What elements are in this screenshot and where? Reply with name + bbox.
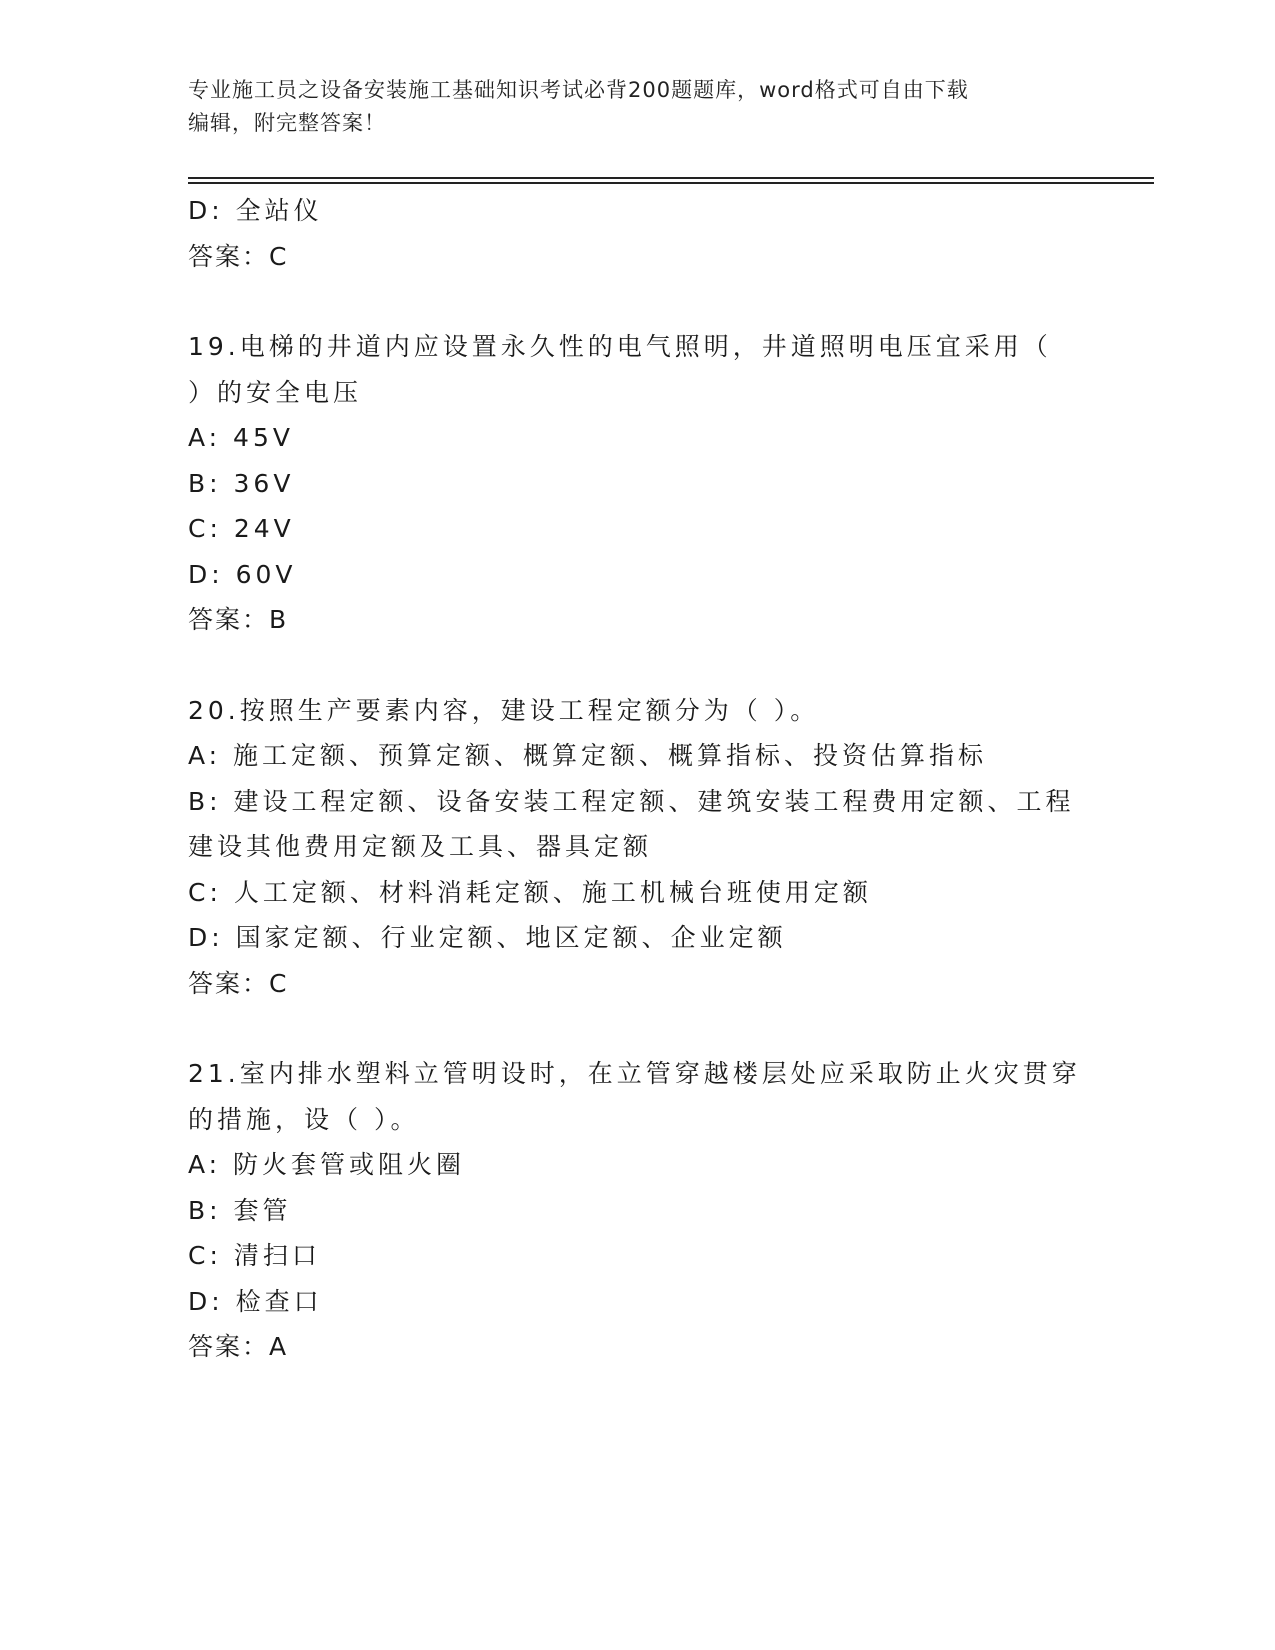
option-d: D: 国家定额、行业定额、地区定额、企业定额: [188, 923, 787, 952]
answer-line: 答案：C: [188, 968, 289, 998]
question-stem-cont: 的措施，设（ ）。: [188, 1104, 420, 1134]
option-d: D: 全站仪: [188, 196, 323, 225]
answer-line: 答案：C: [188, 241, 289, 271]
option-a: A: 防火套管或阻火圈: [188, 1150, 466, 1179]
option-b: B: 36V: [188, 468, 295, 498]
header-rule-top: [188, 177, 1154, 179]
question-19: [188, 324, 1088, 643]
question-stem: 21.室内排水塑料立管明设时，在立管穿越楼层处应采取防止火灾贯穿: [188, 1059, 1081, 1088]
question-stem: 19.电梯的井道内应设置永久性的电气照明，井道照明电压宜采用（: [188, 332, 1052, 361]
answer-line: 答案：B: [188, 605, 289, 634]
option-b-cont: 建设其他费用定额及工具、器具定额: [188, 832, 653, 861]
question-20: [188, 688, 1088, 1007]
option-c: C: 清扫口: [188, 1241, 321, 1270]
option-a: A: 45V: [188, 423, 294, 452]
question-content: [188, 188, 1088, 1370]
option-d: D: 60V: [188, 559, 297, 589]
page-header: [188, 74, 1068, 140]
option-c: C: 人工定额、材料消耗定额、施工机械台班使用定额: [188, 877, 872, 907]
question-stem-cont: ）的安全电压: [188, 377, 363, 407]
question-21: [188, 1051, 1088, 1370]
option-a: A: 施工定额、预算定额、概算定额、概算指标、投资估算指标: [188, 741, 988, 770]
option-d: D: 检查口: [188, 1286, 323, 1316]
header-title-line1: 专业施工员之设备安装施工基础知识考试必背200题题库，word格式可自由下载: [188, 78, 969, 102]
prev-question-tail: [188, 188, 1088, 279]
header-title-line2: 编辑，附完整答案！: [188, 111, 386, 135]
answer-line: 答案：A: [188, 1332, 289, 1361]
header-rule-bottom: [188, 182, 1154, 184]
option-b: B: 建设工程定额、设备安装工程定额、建筑安装工程费用定额、工程: [188, 786, 1075, 816]
question-stem: 20.按照生产要素内容，建设工程定额分为（ ）。: [188, 695, 820, 725]
option-b: B: 套管: [188, 1195, 292, 1225]
option-c: C: 24V: [188, 514, 295, 543]
